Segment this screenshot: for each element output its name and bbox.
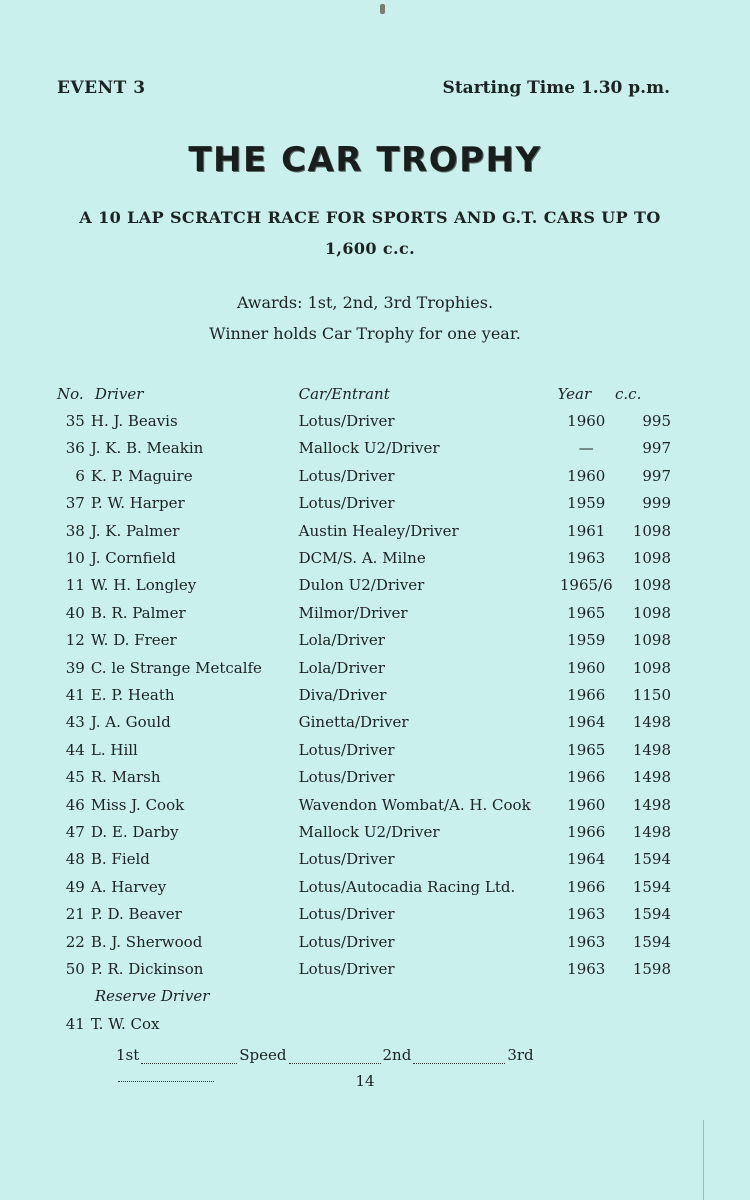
entry-year: 1965/6 bbox=[559, 576, 613, 595]
second-label: 2nd bbox=[382, 1046, 412, 1064]
entry-no: 49 bbox=[65, 877, 85, 896]
entry-car-entrant: Lotus/Driver bbox=[298, 905, 395, 924]
entry-car-entrant: Lotus/Driver bbox=[298, 932, 395, 951]
entry-driver: B. Field bbox=[90, 850, 150, 869]
third-label: 3rd bbox=[507, 1046, 534, 1064]
entry-year: 1963 bbox=[567, 549, 606, 568]
entry-no: 6 bbox=[75, 466, 85, 485]
entry-no: 38 bbox=[65, 521, 85, 540]
table-row bbox=[55, 490, 677, 517]
entry-driver: B. J. Sherwood bbox=[90, 932, 203, 951]
entry-driver: L. Hill bbox=[90, 740, 138, 759]
table-row bbox=[55, 435, 677, 462]
entry-car-entrant: Lotus/Driver bbox=[298, 412, 395, 431]
entry-year: 1966 bbox=[567, 685, 606, 704]
entry-car-entrant: Dulon U2/Driver bbox=[298, 576, 425, 595]
entry-cc: 997 bbox=[642, 466, 671, 485]
page-number: 14 bbox=[355, 1072, 375, 1090]
entry-cc: 1098 bbox=[632, 521, 671, 540]
entry-year: 1964 bbox=[567, 713, 606, 732]
awards-line-2: Winner holds Car Trophy for one year. bbox=[209, 324, 521, 343]
entry-driver: J. Cornfield bbox=[90, 549, 176, 568]
entry-year: 1960 bbox=[567, 658, 606, 677]
entry-car-entrant: Lotus/Driver bbox=[298, 959, 395, 978]
entry-driver: Miss J. Cook bbox=[90, 795, 185, 814]
entry-no: 46 bbox=[65, 795, 85, 814]
entry-year: 1960 bbox=[567, 412, 606, 431]
second-blank bbox=[413, 1049, 505, 1064]
header-year: Year bbox=[557, 384, 592, 403]
entry-year: 1959 bbox=[567, 494, 606, 513]
entry-cc: 1498 bbox=[632, 768, 671, 787]
entry-cc: 997 bbox=[642, 439, 671, 458]
table-row bbox=[55, 709, 677, 736]
header-cc: c.c. bbox=[615, 384, 642, 403]
entry-car-entrant: Wavendon Wombat/A. H. Cook bbox=[298, 795, 531, 814]
entry-cc: 1594 bbox=[632, 850, 671, 869]
entry-car-entrant: Lotus/Driver bbox=[298, 768, 395, 787]
entry-cc: 1098 bbox=[632, 549, 671, 568]
entry-no: 37 bbox=[65, 494, 85, 513]
reserve-driver: T. W. Cox bbox=[90, 1014, 160, 1033]
results-line bbox=[116, 1046, 626, 1066]
first-blank bbox=[141, 1049, 237, 1064]
entry-driver: P. D. Beaver bbox=[90, 905, 182, 924]
table-row bbox=[55, 736, 677, 763]
entry-driver: J. A. Gould bbox=[90, 713, 171, 732]
entry-driver: P. W. Harper bbox=[90, 494, 185, 513]
table-row bbox=[55, 407, 677, 434]
entry-no: 12 bbox=[65, 631, 85, 650]
entry-year: 1959 bbox=[567, 631, 606, 650]
table-row bbox=[55, 544, 677, 571]
entry-car-entrant: DCM/S. A. Milne bbox=[298, 549, 426, 568]
table-row bbox=[55, 928, 677, 955]
table-row bbox=[55, 627, 677, 654]
table-row bbox=[55, 873, 677, 900]
entry-cc: 1098 bbox=[632, 603, 671, 622]
entry-no: 35 bbox=[65, 412, 85, 431]
entry-cc: 1098 bbox=[632, 576, 671, 595]
table-row bbox=[55, 846, 677, 873]
entry-year: 1961 bbox=[567, 521, 606, 540]
entry-year: 1960 bbox=[567, 795, 606, 814]
entry-car-entrant: Austin Healey/Driver bbox=[298, 521, 459, 540]
table-row bbox=[55, 900, 677, 927]
entry-no: 22 bbox=[65, 932, 85, 951]
entry-driver: R. Marsh bbox=[90, 768, 161, 787]
table-row bbox=[55, 818, 677, 845]
ink-speck bbox=[380, 4, 385, 14]
starting-time: Starting Time 1.30 p.m. bbox=[442, 78, 670, 98]
entry-car-entrant: Lotus/Driver bbox=[298, 466, 395, 485]
entry-list-table bbox=[55, 380, 677, 1037]
entry-driver: W. D. Freer bbox=[90, 631, 177, 650]
entry-year: 1963 bbox=[567, 959, 606, 978]
table-row bbox=[55, 599, 677, 626]
table-row bbox=[55, 681, 677, 708]
reserve-driver-label: Reserve Driver bbox=[94, 987, 210, 1006]
entry-year: — bbox=[578, 439, 594, 458]
entry-no: 40 bbox=[65, 603, 85, 622]
entry-no: 45 bbox=[65, 768, 85, 787]
entry-no: 50 bbox=[65, 959, 85, 978]
entry-car-entrant: Lola/Driver bbox=[298, 658, 385, 677]
entry-no: 11 bbox=[65, 576, 85, 595]
entry-year: 1966 bbox=[567, 768, 606, 787]
entry-no: 39 bbox=[65, 658, 85, 677]
entry-driver: K. P. Maguire bbox=[90, 466, 193, 485]
entry-year: 1965 bbox=[567, 603, 606, 622]
entry-no: 10 bbox=[65, 549, 85, 568]
entry-driver: E. P. Heath bbox=[90, 685, 175, 704]
entry-no: 48 bbox=[65, 850, 85, 869]
entry-car-entrant: Milmor/Driver bbox=[298, 603, 408, 622]
entry-driver: D. E. Darby bbox=[90, 822, 179, 841]
entry-no: 44 bbox=[65, 740, 85, 759]
entry-no: 41 bbox=[65, 685, 85, 704]
awards-line-1: Awards: 1st, 2nd, 3rd Trophies. bbox=[236, 293, 494, 312]
entry-driver: W. H. Longley bbox=[90, 576, 197, 595]
entry-no: 47 bbox=[65, 822, 85, 841]
entry-driver: A. Harvey bbox=[90, 877, 167, 896]
entry-year: 1963 bbox=[567, 905, 606, 924]
first-label: 1st bbox=[116, 1046, 140, 1064]
entry-car-entrant: Lola/Driver bbox=[298, 631, 385, 650]
entry-cc: 1498 bbox=[632, 713, 671, 732]
reserve-driver-row bbox=[55, 1010, 677, 1037]
entry-driver: H. J. Beavis bbox=[90, 412, 178, 431]
entry-no: 43 bbox=[65, 713, 85, 732]
entry-no: 36 bbox=[65, 439, 85, 458]
entry-cc: 1594 bbox=[632, 932, 671, 951]
entry-no: 21 bbox=[65, 905, 85, 924]
entry-car-entrant: Lotus/Autocadia Racing Ltd. bbox=[298, 877, 516, 896]
entry-cc: 1598 bbox=[632, 959, 671, 978]
race-description-line-2: 1,600 c.c. bbox=[324, 239, 416, 258]
entry-cc: 1498 bbox=[632, 822, 671, 841]
entry-car-entrant: Diva/Driver bbox=[298, 685, 387, 704]
entry-year: 1964 bbox=[567, 850, 606, 869]
entry-year: 1966 bbox=[567, 877, 606, 896]
entry-car-entrant: Lotus/Driver bbox=[298, 850, 395, 869]
entry-cc: 1498 bbox=[632, 795, 671, 814]
table-row bbox=[55, 955, 677, 982]
entry-rows bbox=[55, 407, 677, 982]
entry-car-entrant: Mallock U2/Driver bbox=[298, 439, 440, 458]
paper-crease bbox=[703, 1120, 704, 1200]
entry-cc: 999 bbox=[642, 494, 671, 513]
entry-driver: B. R. Palmer bbox=[90, 603, 186, 622]
entry-car-entrant: Lotus/Driver bbox=[298, 494, 395, 513]
table-row bbox=[55, 791, 677, 818]
table-row bbox=[55, 572, 677, 599]
table-header-row bbox=[55, 380, 677, 407]
entry-driver: C. le Strange Metcalfe bbox=[90, 658, 262, 677]
header-car-entrant: Car/Entrant bbox=[298, 384, 390, 403]
entry-cc: 1098 bbox=[632, 658, 671, 677]
header-driver: Driver bbox=[94, 384, 144, 403]
reserve-label-row bbox=[55, 983, 677, 1010]
table-row bbox=[55, 654, 677, 681]
race-description-line-1: A 10 LAP SCRATCH RACE FOR SPORTS AND G.T. CARS UP TO bbox=[79, 208, 661, 227]
entry-car-entrant: Lotus/Driver bbox=[298, 740, 395, 759]
entry-year: 1965 bbox=[567, 740, 606, 759]
entry-cc: 1594 bbox=[632, 905, 671, 924]
entry-cc: 1098 bbox=[632, 631, 671, 650]
entry-cc: 1594 bbox=[632, 877, 671, 896]
entry-driver: J. K. B. Meakin bbox=[90, 439, 204, 458]
race-title: THE CAR TROPHY bbox=[188, 140, 542, 180]
table-row bbox=[55, 462, 677, 489]
awards bbox=[0, 287, 730, 349]
speed-blank bbox=[289, 1049, 381, 1064]
entry-cc: 995 bbox=[642, 412, 671, 431]
reserve-no: 41 bbox=[65, 1014, 85, 1033]
entry-car-entrant: Ginetta/Driver bbox=[298, 713, 409, 732]
event-number: EVENT 3 bbox=[57, 78, 146, 98]
speed-label: Speed bbox=[239, 1046, 287, 1064]
header-no: No. bbox=[57, 384, 84, 403]
entry-cc: 1150 bbox=[632, 685, 671, 704]
entry-year: 1963 bbox=[567, 932, 606, 951]
entry-car-entrant: Mallock U2/Driver bbox=[298, 822, 440, 841]
entry-year: 1966 bbox=[567, 822, 606, 841]
table-row bbox=[55, 763, 677, 790]
table-row bbox=[55, 517, 677, 544]
race-description bbox=[40, 202, 700, 264]
entry-cc: 1498 bbox=[632, 740, 671, 759]
entry-driver: P. R. Dickinson bbox=[90, 959, 204, 978]
entry-driver: J. K. Palmer bbox=[90, 521, 180, 540]
event-header bbox=[57, 78, 670, 104]
entry-year: 1960 bbox=[567, 466, 606, 485]
